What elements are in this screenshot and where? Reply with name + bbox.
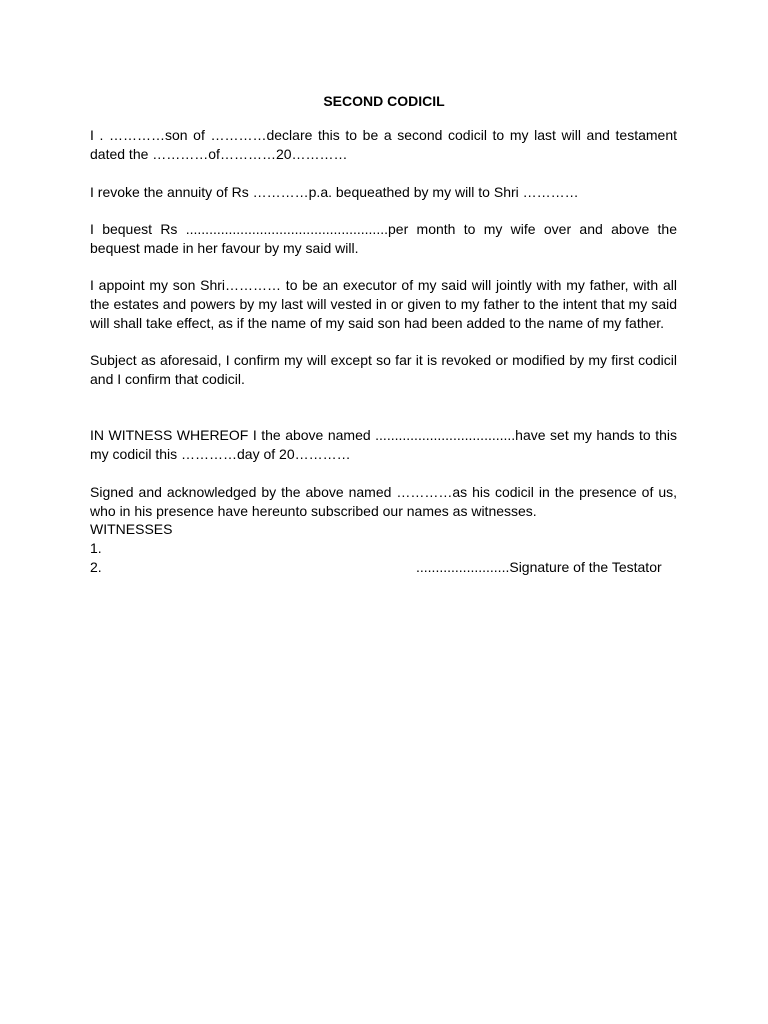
testator-signature-line: ........................Signature of the Testator	[416, 559, 662, 575]
paragraph-revoke-annuity: I revoke the annuity of Rs …………p.a. bequeathed by my will to Shri …………	[90, 184, 579, 200]
witness-1-line: 1.	[90, 540, 102, 556]
document-title: SECOND CODICIL	[323, 93, 445, 109]
paragraph-bequest: I bequest Rs ....................................................per month to my wife over and above the bequest made in her favour by my said will.	[90, 221, 677, 256]
paragraph-signed-acknowledged: Signed and acknowledged by the above named …………as his codicil in the presence of us, who in his presence have hereunto subscribed our names as witnesses.	[90, 484, 677, 519]
paragraph-confirm-will: Subject as aforesaid, I confirm my will except so far it is revoked or modified by my first codicil and I confirm that codicil.	[90, 352, 677, 387]
witnesses-heading: WITNESSES	[90, 521, 173, 537]
witness-2-line: 2.	[90, 559, 102, 575]
paragraph-declaration: I . …………son of …………declare this to be a second codicil to my last will and testament dated the …………of…………20…………	[90, 127, 677, 162]
paragraph-appoint-executor: I appoint my son Shri………… to be an executor of my said will jointly with my father, with all the estates and powers by my last will vested in or given to my father to the intent that my said will shall take effect, as if the name of my said son had been added to the name of my father.	[90, 277, 677, 331]
paragraph-in-witness: IN WITNESS WHEREOF I the above named ....................................have set my hands to this my codicil this …………day of 20…………	[90, 427, 677, 462]
